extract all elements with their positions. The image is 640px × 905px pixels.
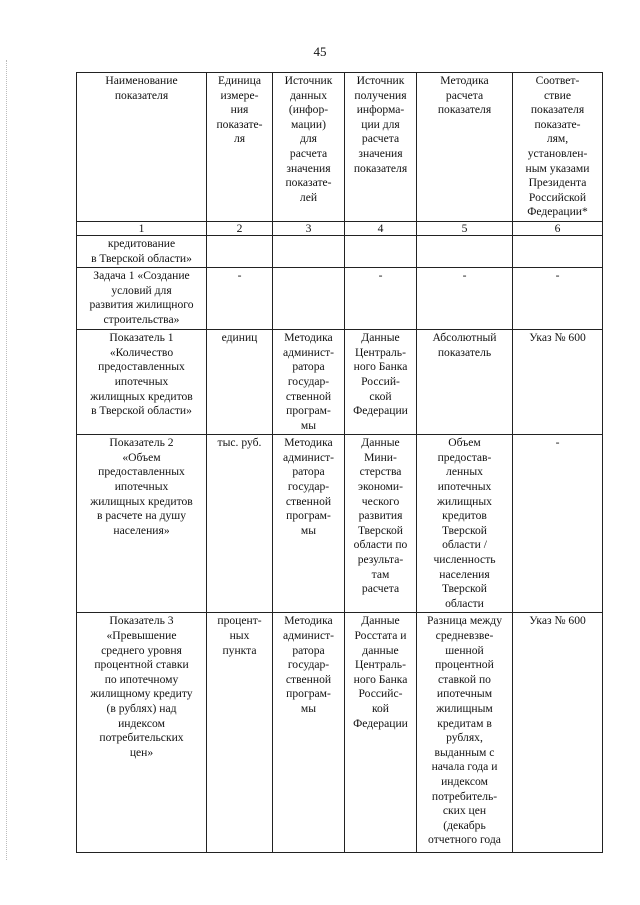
header-cell-name: Наименование показателя [77,73,207,222]
table-cell [273,235,345,267]
table-cell: Показатель 3 «Превышение среднего уровня процентной ставки по ипотечному жилищному кредиту (в рублях) над индексом потребительских цен» [77,613,207,853]
table-cell: - [417,268,513,330]
table-cell: Указ № 600 [513,613,603,853]
column-number: 1 [77,221,207,235]
table-cell: Методика админист- ратора государ- ственной програм- мы [273,435,345,613]
table-cell: Показатель 2 «Объем предоставленных ипотечных жилищных кредитов в расчете на душу населения» [77,435,207,613]
table-cell: - [345,268,417,330]
column-number: 5 [417,221,513,235]
table-cell: тыс. руб. [207,435,273,613]
column-numbers-row [77,221,603,235]
table-cell: Указ № 600 [513,330,603,435]
table-row [77,235,603,267]
table-row [77,613,603,853]
table-cell [417,235,513,267]
header-cell-info-source: Источник получения информа- ции для расчета значения показателя [345,73,417,222]
column-number: 3 [273,221,345,235]
table-cell: - [513,435,603,613]
table-row [77,268,603,330]
table-cell: Методика админист- ратора государ- ственной програм- мы [273,330,345,435]
scan-edge-marks [6,60,9,860]
table-cell: Разница между средневзве- шенной процентной ставкой по ипотечным жилищным кредитам в рублях, выданным с начала года и индексом потребитель- ских цен (декабрь отчетного года [417,613,513,853]
header-cell-decree: Соответ- ствие показателя показате- лям, установлен- ным указами Президента Российской Федерации* [513,73,603,222]
table-cell [345,235,417,267]
table-cell [513,235,603,267]
page-number: 45 [313,44,327,59]
table-cell: кредитование в Тверской области» [77,235,207,267]
table-cell: Абсолютный показатель [417,330,513,435]
table-row [77,330,603,435]
header-row [77,73,603,222]
table-cell: Данные Росстата и данные Централь- ного Банка Российс- кой Федерации [345,613,417,853]
table-cell: единиц [207,330,273,435]
table-cell: Задача 1 «Создание условий для развития жилищного строительства» [77,268,207,330]
table-cell: - [207,268,273,330]
table-cell: Методика админист- ратора государ- ственной програм- мы [273,613,345,853]
column-number: 4 [345,221,417,235]
indicators-table [76,72,603,853]
table-cell: Данные Централь- ного Банка Россий- ской Федерации [345,330,417,435]
table-cell: Объем предостав- ленных ипотечных жилищных кредитов Тверской области / численность населения Тверской области [417,435,513,613]
table-cell [273,268,345,330]
table-cell: Данные Мини- стерства экономи- ческого развития Тверской области по результа- там расчета [345,435,417,613]
header-cell-method: Методика расчета показателя [417,73,513,222]
table-cell [207,235,273,267]
header-cell-data-source: Источник данных (инфор- мации) для расчета значения показате- лей [273,73,345,222]
table-cell: процент- ных пункта [207,613,273,853]
column-number: 2 [207,221,273,235]
table-cell: - [513,268,603,330]
header-cell-unit: Единица измере- ния показате- ля [207,73,273,222]
table-row [77,435,603,613]
table-cell: Показатель 1 «Количество предоставленных ипотечных жилищных кредитов в Тверской области» [77,330,207,435]
column-number: 6 [513,221,603,235]
